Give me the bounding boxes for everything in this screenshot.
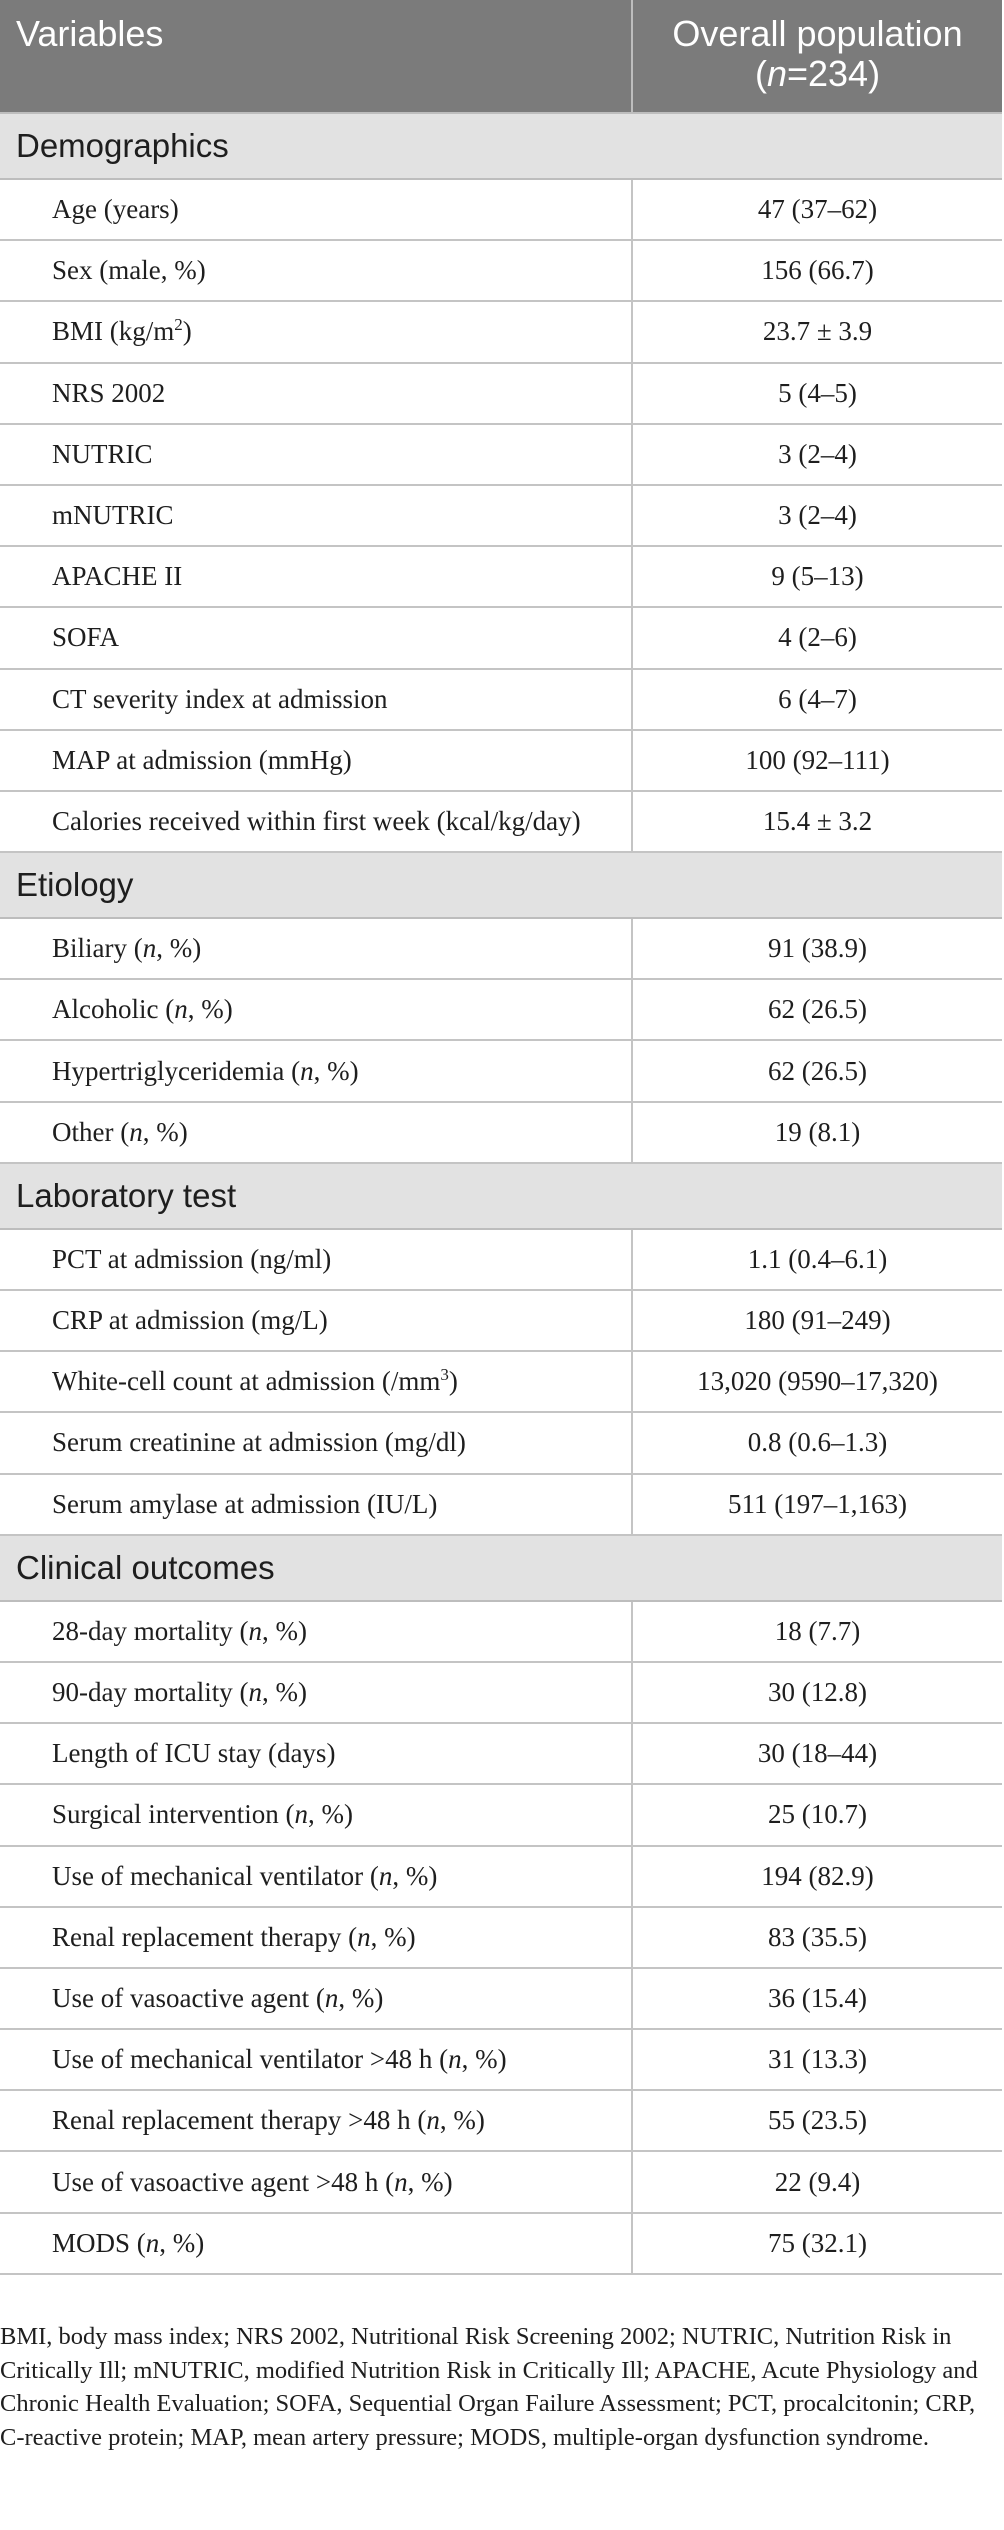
label-text: Use of mechanical ventilator (	[52, 1860, 379, 1891]
variable-label	[0, 918, 632, 979]
label-text: , %)	[142, 1116, 188, 1147]
label-text: White-cell count at admission (/mm	[52, 1366, 441, 1397]
variable-value: 22 (9.4)	[632, 2151, 1002, 2212]
variable-value: 4 (2–6)	[632, 607, 1002, 668]
variable-label	[0, 979, 632, 1040]
variable-label: Serum creatinine at admission (mg/dl)	[0, 1412, 632, 1473]
variable-value: 5 (4–5)	[632, 363, 1002, 424]
table-row	[0, 1102, 1002, 1163]
label-text: 90-day mortality (	[52, 1677, 249, 1708]
table-row	[0, 1474, 1002, 1535]
header-overall-label: Overall population	[672, 13, 963, 54]
variable-label: Sex (male, %)	[0, 240, 632, 301]
variable-value: 30 (18–44)	[632, 1723, 1002, 1784]
label-text: , %)	[313, 1055, 359, 1086]
label-text: Hypertriglyceridemia (	[52, 1055, 301, 1086]
label-text: , %)	[261, 1677, 307, 1708]
label-text: )	[448, 1366, 458, 1397]
label-text: , %)	[338, 1982, 384, 2013]
variable-value: 36 (15.4)	[632, 1968, 1002, 2029]
variable-value: 75 (32.1)	[632, 2213, 1002, 2274]
label-text: , %)	[461, 2044, 507, 2075]
variable-value: 3 (2–4)	[632, 485, 1002, 546]
label-text: , %)	[187, 994, 233, 1025]
variable-value: 18 (7.7)	[632, 1601, 1002, 1662]
label-text: Renal replacement therapy >48 h (	[52, 2105, 427, 2136]
label-text: Use of vasoactive agent >48 h (	[52, 2166, 395, 2197]
variable-label: Calories received within first week (kcal/kg/day)	[0, 791, 632, 852]
variable-label: APACHE II	[0, 546, 632, 607]
variable-label	[0, 1968, 632, 2029]
table-row	[0, 1290, 1002, 1351]
section-title: Demographics	[0, 113, 1002, 179]
variable-value: 13,020 (9590–17,320)	[632, 1351, 1002, 1412]
table-row	[0, 1723, 1002, 1784]
table-row	[0, 2151, 1002, 2212]
variable-value: 55 (23.5)	[632, 2090, 1002, 2151]
variable-value: 62 (26.5)	[632, 1040, 1002, 1101]
variable-label	[0, 1846, 632, 1907]
label-text: )	[182, 316, 192, 347]
variable-value: 19 (8.1)	[632, 1102, 1002, 1163]
variable-label	[0, 1102, 632, 1163]
label-text: Renal replacement therapy (	[52, 1921, 358, 1952]
section-row	[0, 1163, 1002, 1229]
label-text: , %)	[159, 2227, 205, 2258]
variable-value: 0.8 (0.6–1.3)	[632, 1412, 1002, 1473]
section-row	[0, 1535, 1002, 1601]
variable-value: 83 (35.5)	[632, 1907, 1002, 1968]
variable-label: NRS 2002	[0, 363, 632, 424]
variable-value: 9 (5–13)	[632, 546, 1002, 607]
variable-value: 156 (66.7)	[632, 240, 1002, 301]
variable-label	[0, 1601, 632, 1662]
label-italic: n	[378, 1860, 393, 1891]
variable-label: MAP at admission (mmHg)	[0, 730, 632, 791]
variable-value: 1.1 (0.4–6.1)	[632, 1229, 1002, 1290]
variable-label: SOFA	[0, 607, 632, 668]
variable-label	[0, 1040, 632, 1101]
variable-label: Serum amylase at admission (IU/L)	[0, 1474, 632, 1535]
label-text: , %)	[307, 1799, 353, 1830]
section-title: Etiology	[0, 852, 1002, 918]
variable-value: 25 (10.7)	[632, 1784, 1002, 1845]
variable-label	[0, 2090, 632, 2151]
label-italic: n	[142, 933, 157, 964]
table-row	[0, 918, 1002, 979]
header-variables: Variables	[0, 0, 632, 113]
variable-value: 3 (2–4)	[632, 424, 1002, 485]
label-text: , %)	[156, 933, 202, 964]
table-row	[0, 301, 1002, 362]
variable-label	[0, 2213, 632, 2274]
variable-label: CT severity index at admission	[0, 669, 632, 730]
table-row	[0, 1412, 1002, 1473]
variable-value: 47 (37–62)	[632, 179, 1002, 240]
variable-label: NUTRIC	[0, 424, 632, 485]
table-body	[0, 113, 1002, 2274]
label-text: MODS (	[52, 2227, 146, 2258]
variable-label: CRP at admission (mg/L)	[0, 1290, 632, 1351]
variable-label	[0, 301, 632, 362]
table-row	[0, 1846, 1002, 1907]
table-row	[0, 485, 1002, 546]
variable-value: 23.7 ± 3.9	[632, 301, 1002, 362]
table-row	[0, 1662, 1002, 1723]
label-text: Use of vasoactive agent (	[52, 1982, 325, 2013]
variable-label	[0, 2029, 632, 2090]
table-row	[0, 363, 1002, 424]
variable-value: 180 (91–249)	[632, 1290, 1002, 1351]
section-title: Clinical outcomes	[0, 1535, 1002, 1601]
header-n-var: n	[766, 53, 787, 94]
variable-value: 31 (13.3)	[632, 2029, 1002, 2090]
table-row	[0, 979, 1002, 1040]
label-text: BMI (kg/m	[52, 316, 175, 347]
label-superscript: 2	[174, 315, 183, 335]
section-title: Laboratory test	[0, 1163, 1002, 1229]
label-italic: n	[248, 1677, 262, 1708]
variable-value: 6 (4–7)	[632, 669, 1002, 730]
label-italic: n	[145, 2227, 160, 2258]
table-row	[0, 730, 1002, 791]
table-row	[0, 607, 1002, 668]
variable-label	[0, 2151, 632, 2212]
label-italic: n	[129, 1116, 143, 1147]
label-text: Other (	[52, 1116, 130, 1147]
table-row	[0, 1907, 1002, 1968]
table-row	[0, 1601, 1002, 1662]
table-row	[0, 1784, 1002, 1845]
table-row	[0, 1229, 1002, 1290]
label-text: Use of mechanical ventilator >48 h (	[52, 2044, 449, 2075]
label-text: , %)	[439, 2105, 485, 2136]
table-row	[0, 179, 1002, 240]
label-text: , %)	[261, 1615, 307, 1646]
table-row	[0, 240, 1002, 301]
label-text: Surgical intervention (	[52, 1799, 295, 1830]
table-row	[0, 424, 1002, 485]
variable-value: 194 (82.9)	[632, 1846, 1002, 1907]
variable-label: PCT at admission (ng/ml)	[0, 1229, 632, 1290]
table-row	[0, 669, 1002, 730]
header-overall-population: Overall population (n=234)	[632, 0, 1002, 113]
variable-label: Age (years)	[0, 179, 632, 240]
table-row	[0, 2029, 1002, 2090]
table-footnote: BMI, body mass index; NRS 2002, Nutritional Risk Screening 2002; NUTRIC, Nutrition Risk in Critically Ill; mNUTRIC, modified Nutrition Risk in Critically Ill; APACHE, Acute Physiology and Chronic Health Evaluation; SOFA, Sequential Organ Failure Assessment; PCT, procalcitonin; CRP, C-reactive protein; MAP, mean artery pressure; MODS, multiple-organ dysfunction syndrome.	[0, 2323, 978, 2451]
variable-label	[0, 1907, 632, 1968]
label-text: , %)	[392, 1860, 438, 1891]
table-header-row	[0, 0, 1002, 113]
variable-value: 100 (92–111)	[632, 730, 1002, 791]
variable-label	[0, 1784, 632, 1845]
section-row	[0, 852, 1002, 918]
label-superscript: 3	[440, 1365, 449, 1385]
table-row	[0, 1040, 1002, 1101]
label-italic: n	[426, 2105, 440, 2136]
variable-value: 15.4 ± 3.2	[632, 791, 1002, 852]
variable-value: 511 (197–1,163)	[632, 1474, 1002, 1535]
variable-label	[0, 1662, 632, 1723]
label-text: Biliary (	[52, 933, 143, 964]
variable-label	[0, 1351, 632, 1412]
variable-value: 91 (38.9)	[632, 918, 1002, 979]
table-row	[0, 791, 1002, 852]
label-text: , %)	[370, 1921, 416, 1952]
label-italic: n	[300, 1055, 314, 1086]
variable-label: mNUTRIC	[0, 485, 632, 546]
label-italic: n	[357, 1921, 371, 1952]
section-row	[0, 113, 1002, 179]
table-row	[0, 1968, 1002, 2029]
label-italic: n	[248, 1615, 262, 1646]
table-row	[0, 546, 1002, 607]
table-row	[0, 2090, 1002, 2151]
header-n-value: =234	[786, 53, 869, 94]
label-text: Alcoholic (	[52, 994, 175, 1025]
label-italic: n	[294, 1799, 308, 1830]
label-text: , %)	[407, 2166, 453, 2197]
label-italic: n	[324, 1982, 339, 2013]
label-italic: n	[394, 2166, 408, 2197]
table-row	[0, 1351, 1002, 1412]
label-italic: n	[448, 2044, 462, 2075]
label-italic: n	[174, 994, 188, 1025]
label-text: 28-day mortality (	[52, 1615, 249, 1646]
variable-label: Length of ICU stay (days)	[0, 1723, 632, 1784]
table-row	[0, 2213, 1002, 2274]
variable-value: 30 (12.8)	[632, 1662, 1002, 1723]
variable-value: 62 (26.5)	[632, 979, 1002, 1040]
